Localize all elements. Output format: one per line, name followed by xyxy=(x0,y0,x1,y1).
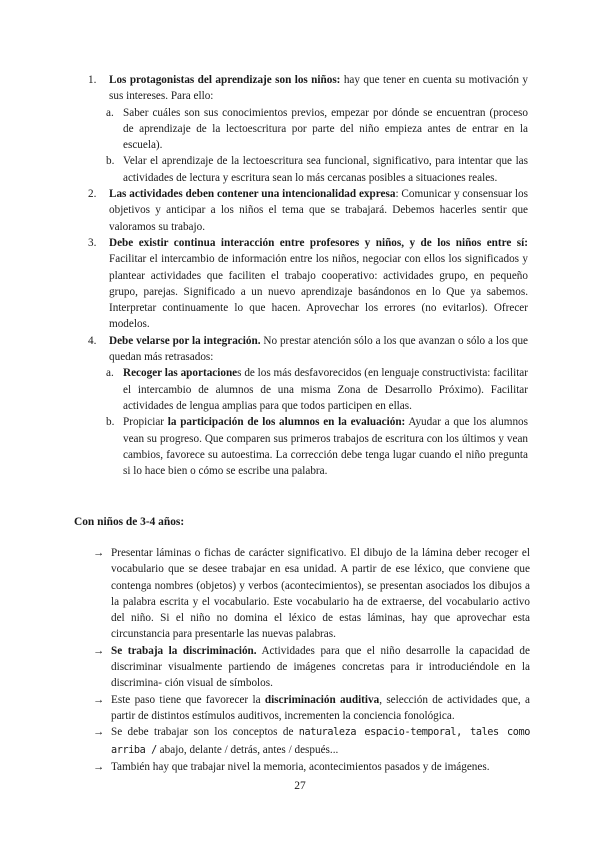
list-item-1: 1. Los protagonistas del aprendizaje son los niños: hay que tener en cuenta su motivación y sus intereses. Para ello: xyxy=(88,74,528,103)
list-item-2: 2. Las actividades deben contener una intencionalidad expresa: Comunicar y consensuar los objetivos y anticipar a los niños el tema que se trabajará. Debemos hacerles sentir que valoramos su trabajo. xyxy=(88,188,528,233)
arrow-right-icon: → xyxy=(93,644,105,657)
page-number: 27 xyxy=(294,780,306,792)
arrow-right-icon: → xyxy=(93,726,105,739)
section-heading: Con niños de 3-4 años: xyxy=(74,516,185,528)
arrow-right-icon: → xyxy=(93,760,105,773)
sub-item-1a: a. Saber cuáles son sus conocimientos previos, empezar por dónde se encuentran (proceso de aprendizaje de la lectoescritura por parte del niño empieza antes de entrar en la escuela). xyxy=(106,106,528,152)
arrow-item-1: → Presentar láminas o fichas de carácter significativo. El dibujo de la lámina deber recoger el vocabulario que se desee trabajar en esa unidad. A partir de ese léxico, que conviene que contenga nombres (objetos) y verbos (acontecimientos), se presentan asociados los dibujos a la palabra escrita y el vocabulario. Este vocabulario ha de extraerse, del vocabulario activo del niño. Si el niño no domina el léxico de estas láminas, hay que aprovechar esta circunstancia para presentarle las nuevas palabras. xyxy=(93,547,530,641)
arrow-list xyxy=(93,545,530,775)
list-item-3: 3. Debe existir continua interacción entre profesores y niños, y de los niños entre sí: Facilitar el intercambio de información entre los niños, negociar con ellos los significados y plantear actividades que faciliten el trabajo cooperativo: actividades grupo, en pequeño grupo, parejas. Significado a un nuevo aprendizaje basándonos en lo Que ya sabemos. Interpretar continuamente lo que hacen. Aprovechar los errores (no evitarlos). Ofrecer modelos. xyxy=(88,236,528,331)
item-heading: Debe velarse por la integración. xyxy=(109,334,261,347)
sub-item-4b: b. Propiciar la participación de los alumnos en la evaluación: Ayudar a que los alumnos vean su progreso. Que comparen sus primeros trabajos de escritura con los últimos y vean cambios, favorece su autoestima. La corrección debe tenga lugar cuando el niño pregunta si lo hace bien o cómo se escribe una palabra. xyxy=(106,416,528,478)
arrow-item-5: → También hay que trabajar nivel la memoria, acontecimientos pasados y de imágenes. xyxy=(93,759,530,775)
list-item-4: 4. Debe velarse por la integración. No prestar atención sólo a los que avanzan o sólo a los que quedan más retrasados: xyxy=(88,334,529,364)
arrow-right-icon: → xyxy=(93,547,105,559)
arrow-item-3: → Este paso tiene que favorecer la discriminación auditiva, selección de actividades que, a partir de distintos estímulos auditivos, incrementen la conciencia fonológica. xyxy=(93,693,530,722)
arrow-right-icon: → xyxy=(93,693,105,706)
item-heading: Debe existir continua interacción entre profesores y niños, y de los niños entre sí: xyxy=(109,236,528,249)
arrow-item-2: → Se trabaja la discriminación. Actividades para que el niño desarrolle la capacidad de discriminar visualmente partiendo de imágenes concretas para ir introduciéndole en la discrimina- ción visual de símbolos. xyxy=(93,644,530,690)
arrow-item-4: → Se debe trabajar son los conceptos de naturaleza espacio-temporal, tales como arriba / abajo, delante / detrás, antes / después... xyxy=(93,726,530,756)
item-heading: Los protagonistas del aprendizaje son los niños: xyxy=(109,74,341,86)
sub-item-1b: b. Velar el aprendizaje de la lectoescritura sea funcional, significativo, para intentar que las actividades de lectura y escritura sean lo más cercanas posibles a situaciones reales. xyxy=(106,155,528,184)
item-heading: Las actividades deben contener una intencionalidad expresa xyxy=(109,188,396,201)
numbered-list xyxy=(88,72,528,479)
sub-item-4a: a. Recoger las aportaciones de los más desfavorecidos (en lenguaje constructivista: facilitar el intercambio de alumnos de una misma Zona de Desarrollo Próximo). Facilitar actividades de lengua amplias para que todos participen en ellas. xyxy=(106,367,528,412)
